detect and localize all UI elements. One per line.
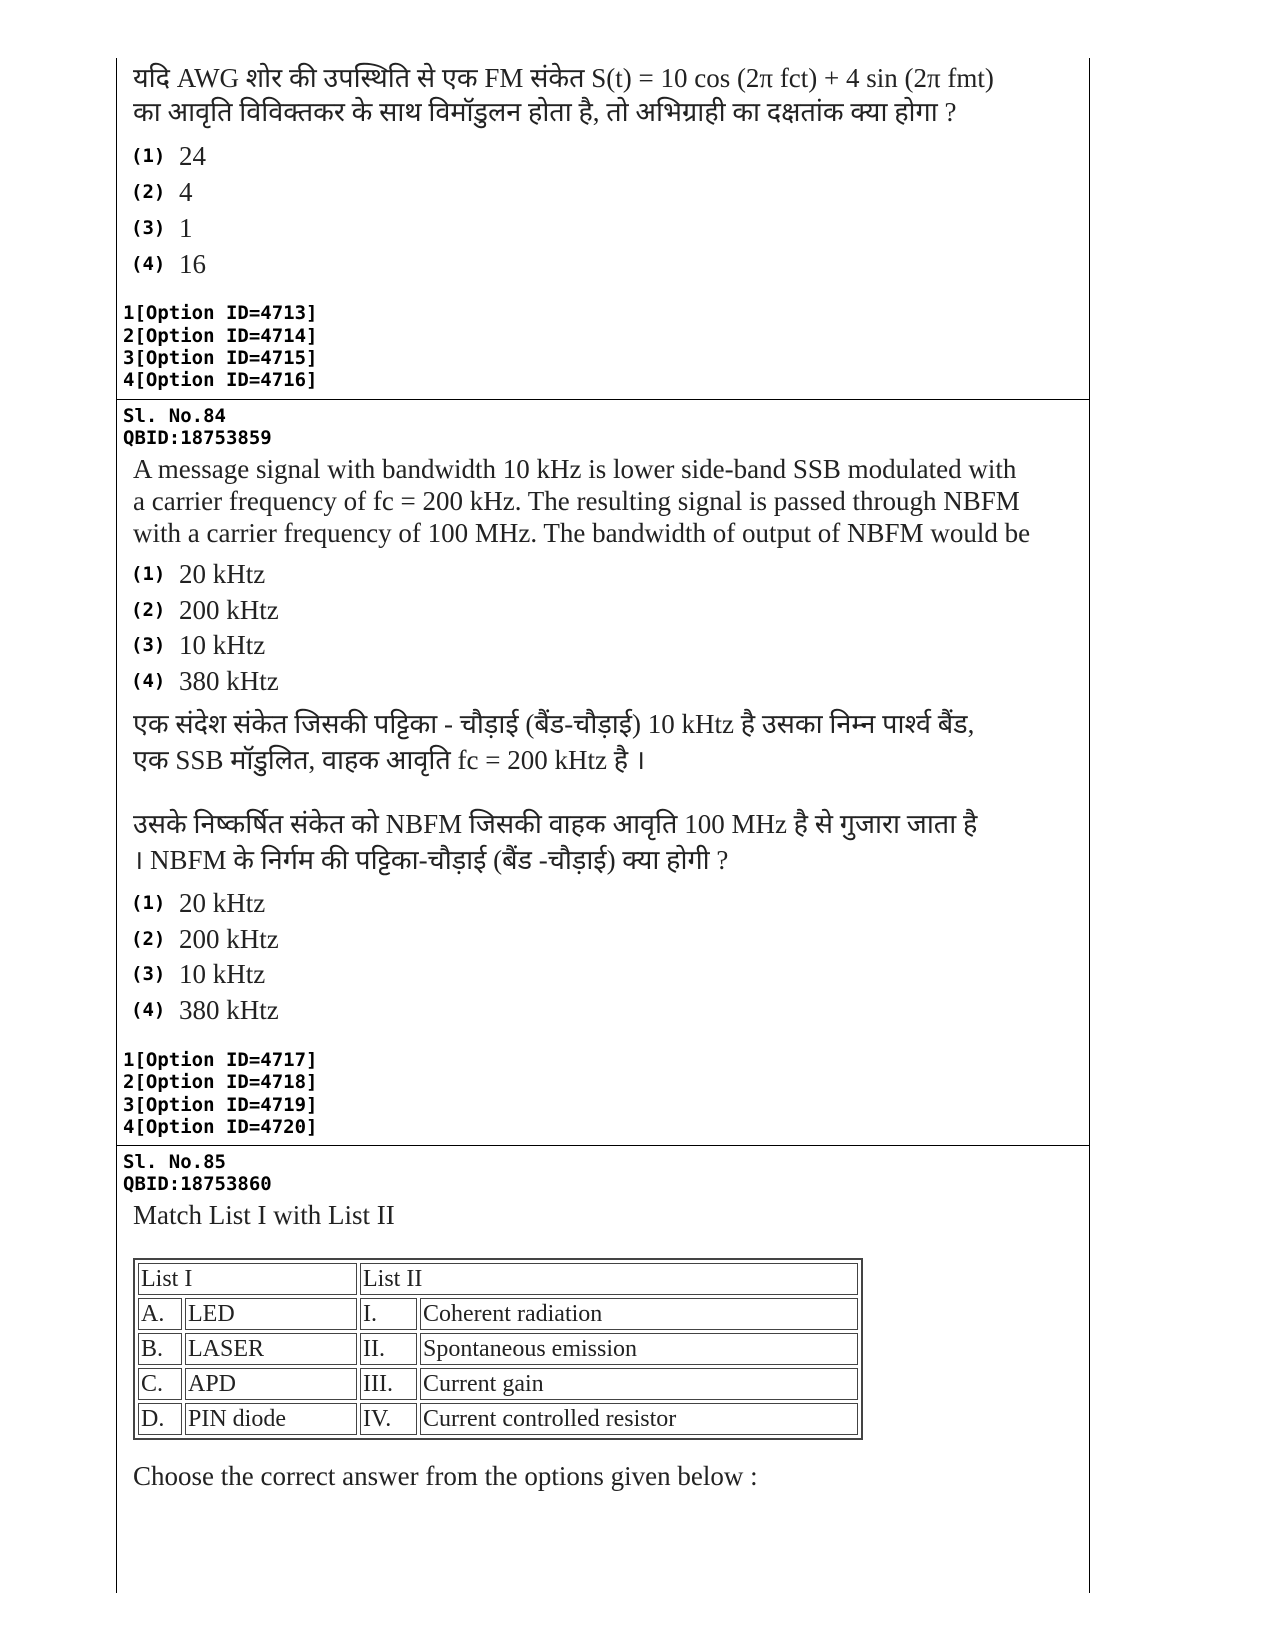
q84-text-hi-p1-line2: एक SSB मॉडुलित, वाहक आवृति fc = 200 kHtz है । bbox=[133, 745, 646, 775]
q84-text-hi-p2-line1: उसके निष्कर्षित संकेत को NBFM जिसकी वाहक आवृति 100 MHz है से गुजारा जाता है bbox=[133, 809, 978, 839]
q83-option-3 bbox=[131, 210, 193, 246]
q84-text-hi-p1-line1: एक संदेश संकेत जिसकी पट्टिका - चौड़ाई (बैंड-चौड़ाई) 10 kHtz है उसका निम्न पार्श्व बैंड, bbox=[133, 709, 975, 739]
table-cell: LASER bbox=[185, 1333, 357, 1365]
option-number: (2) bbox=[131, 599, 166, 621]
table-cell: Coherent radiation bbox=[420, 1298, 858, 1330]
question-paper-page bbox=[116, 58, 1090, 1593]
q84-text-hi-p2-line2: । NBFM के निर्गम की पट्टिका-चौड़ाई (बैंड -चौड़ाई) क्या होगी ? bbox=[133, 845, 729, 875]
option-number: (1) bbox=[131, 563, 166, 585]
q84-option-id-3: 3[Option ID=4719] bbox=[123, 1094, 318, 1116]
table-cell: Current gain bbox=[420, 1368, 858, 1400]
q83-option-id-1: 1[Option ID=4713] bbox=[123, 302, 318, 324]
table-cell: Current controlled resistor bbox=[420, 1403, 858, 1435]
q85-serial-number: Sl. No.85 bbox=[123, 1151, 226, 1173]
table-cell: LED bbox=[185, 1298, 357, 1330]
table-header-row bbox=[138, 1263, 858, 1295]
table-cell: C. bbox=[138, 1368, 182, 1400]
table-row bbox=[138, 1368, 858, 1400]
option-value: 200 kHtz bbox=[179, 923, 279, 954]
q83-option-1 bbox=[131, 138, 206, 174]
option-number: (4) bbox=[131, 670, 166, 692]
table-header-list-2: List II bbox=[360, 1263, 858, 1295]
q84-option-hi-2 bbox=[131, 921, 279, 957]
option-number: (3) bbox=[131, 217, 166, 239]
table-cell: Spontaneous emission bbox=[420, 1333, 858, 1365]
option-value: 10 kHtz bbox=[179, 958, 266, 989]
q83-option-id-2: 2[Option ID=4714] bbox=[123, 325, 318, 347]
q84-option-id-4: 4[Option ID=4720] bbox=[123, 1116, 318, 1138]
q83-option-id-3: 3[Option ID=4715] bbox=[123, 347, 318, 369]
q84-option-hi-4 bbox=[131, 992, 279, 1028]
option-value: 200 kHtz bbox=[179, 594, 279, 625]
q85-text: Match List I with List II bbox=[133, 1200, 395, 1230]
option-value: 1 bbox=[179, 212, 193, 243]
q84-qbid: QBID:18753859 bbox=[123, 427, 272, 449]
option-number: (1) bbox=[131, 892, 166, 914]
q84-option-en-2 bbox=[131, 592, 279, 628]
table-row bbox=[138, 1333, 858, 1365]
option-number: (4) bbox=[131, 999, 166, 1021]
q84-serial-number: Sl. No.84 bbox=[123, 405, 226, 427]
option-value: 24 bbox=[179, 140, 206, 171]
q83-text-hi-line1: यदि AWG शोर की उपस्थिति से एक FM संकेत S(t) = 10 cos (2π fct) + 4 sin (2π fmt) bbox=[133, 63, 994, 93]
match-list-table bbox=[133, 1258, 863, 1440]
q83-option-2 bbox=[131, 174, 193, 210]
q84-text-en-line1: A message signal with bandwidth 10 kHz is lower side-band SSB modulated with bbox=[133, 454, 1017, 484]
q83-option-id-4: 4[Option ID=4716] bbox=[123, 369, 318, 391]
q85-qbid: QBID:18753860 bbox=[123, 1173, 272, 1195]
q84-text-en-line2: a carrier frequency of fc = 200 kHz. The resulting signal is passed through NBFM bbox=[133, 486, 1020, 516]
option-number: (4) bbox=[131, 253, 166, 275]
option-value: 16 bbox=[179, 248, 206, 279]
table-cell: B. bbox=[138, 1333, 182, 1365]
option-value: 4 bbox=[179, 176, 193, 207]
table-row bbox=[138, 1298, 858, 1330]
table-cell: PIN diode bbox=[185, 1403, 357, 1435]
option-number: (3) bbox=[131, 634, 166, 656]
option-number: (3) bbox=[131, 963, 166, 985]
q84-option-id-1: 1[Option ID=4717] bbox=[123, 1049, 318, 1071]
q83-option-4 bbox=[131, 246, 206, 282]
q84-option-en-4 bbox=[131, 663, 279, 699]
q83-text-hi-line2: का आवृति विविक्तकर के साथ विमॉडुलन होता है, तो अभिग्राही का दक्षतांक क्या होगा ? bbox=[133, 97, 957, 127]
q84-option-hi-3 bbox=[131, 956, 265, 992]
q84-option-id-2: 2[Option ID=4718] bbox=[123, 1071, 318, 1093]
q84-text-en-line3: with a carrier frequency of 100 MHz. The bandwidth of output of NBFM would be bbox=[133, 518, 1031, 548]
question-divider bbox=[117, 1145, 1089, 1146]
option-number: (2) bbox=[131, 928, 166, 950]
table-cell: IV. bbox=[360, 1403, 417, 1435]
option-value: 380 kHtz bbox=[179, 665, 279, 696]
table-header-list-1: List I bbox=[138, 1263, 357, 1295]
q85-instruction: Choose the correct answer from the options given below : bbox=[133, 1461, 758, 1491]
option-number: (1) bbox=[131, 145, 166, 167]
table-cell: D. bbox=[138, 1403, 182, 1435]
table-cell: I. bbox=[360, 1298, 417, 1330]
option-value: 20 kHtz bbox=[179, 558, 266, 589]
table-cell: A. bbox=[138, 1298, 182, 1330]
table-cell: III. bbox=[360, 1368, 417, 1400]
option-value: 380 kHtz bbox=[179, 994, 279, 1025]
table-cell: II. bbox=[360, 1333, 417, 1365]
q84-option-hi-1 bbox=[131, 885, 265, 921]
q84-option-en-1 bbox=[131, 556, 265, 592]
q84-option-en-3 bbox=[131, 627, 265, 663]
option-number: (2) bbox=[131, 181, 166, 203]
table-cell: APD bbox=[185, 1368, 357, 1400]
option-value: 10 kHtz bbox=[179, 629, 266, 660]
table-row bbox=[138, 1403, 858, 1435]
option-value: 20 kHtz bbox=[179, 887, 266, 918]
question-divider bbox=[117, 399, 1089, 400]
